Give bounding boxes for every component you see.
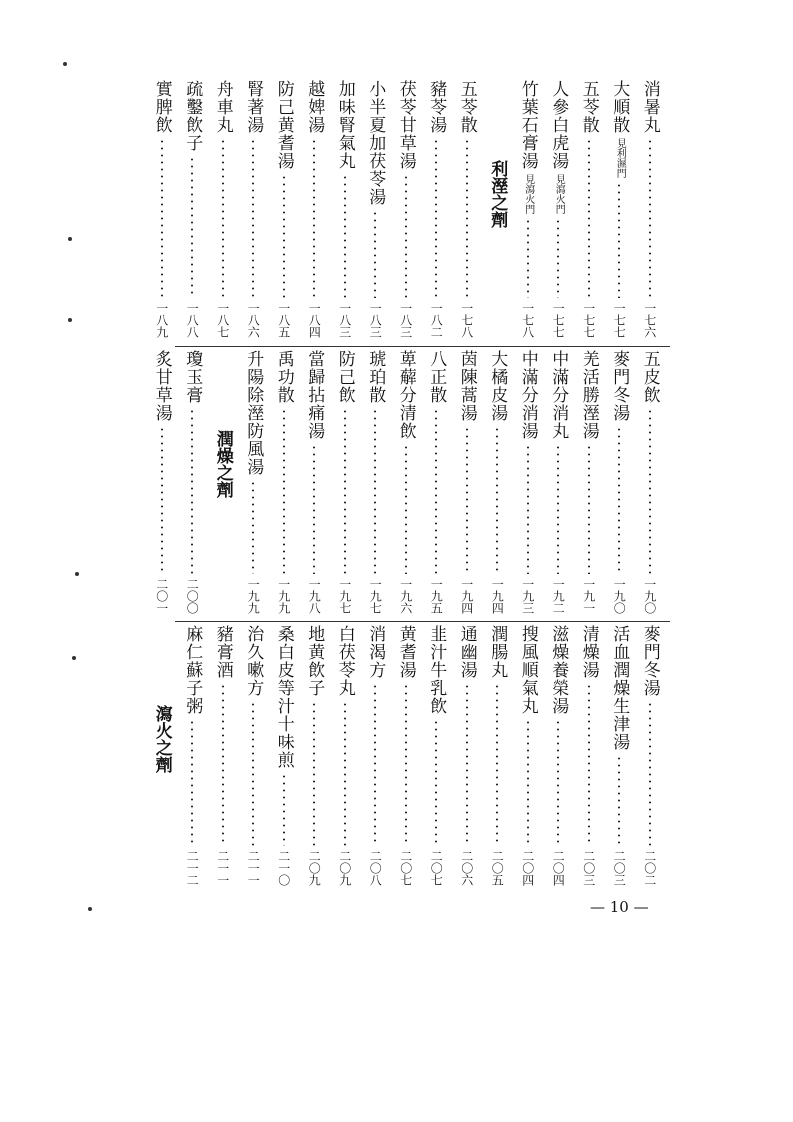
dot-leader [283, 773, 285, 846]
entry-page-number: 一八八 [185, 302, 200, 338]
dot-leader [557, 218, 559, 298]
section-heading [482, 80, 513, 342]
toc-entry [330, 625, 361, 890]
divider-line-1 [175, 346, 670, 347]
entry-title: 五苓散 [456, 80, 477, 134]
dot-leader [222, 683, 224, 846]
scan-mark [72, 656, 76, 660]
dot-leader [344, 701, 346, 846]
toc-entry [635, 80, 666, 342]
toc-entry [177, 350, 208, 618]
entry-title: 越婢湯 [304, 80, 325, 134]
entry-note: 見利濕門 [614, 138, 626, 178]
dot-leader [161, 138, 163, 298]
dot-leader [466, 138, 468, 298]
toc-entry [543, 80, 574, 342]
entry-title: 炙甘草湯 [151, 350, 172, 422]
entry-title: 羌活勝溼湯 [578, 350, 599, 440]
toc-entry [330, 80, 361, 342]
toc-entry [513, 350, 544, 618]
entry-title: 中滿分消湯 [517, 350, 538, 440]
entry-note: 見瀉火門 [553, 174, 565, 214]
toc-entry [574, 350, 605, 618]
toc-entry [513, 80, 544, 342]
dot-leader [496, 683, 498, 846]
entry-title: 茯苓甘草湯 [395, 80, 416, 170]
entry-page-number: 二〇七 [398, 850, 413, 886]
divider-line-2 [175, 621, 670, 622]
toc-entry [635, 350, 666, 618]
entry-title: 人參白虎湯 [548, 80, 569, 170]
dot-leader [649, 138, 651, 298]
toc-entry [360, 80, 391, 342]
dot-leader [161, 426, 163, 574]
entry-page-number: 一八六 [246, 302, 261, 338]
toc-entry [238, 80, 269, 342]
toc-entry [513, 625, 544, 890]
dot-leader [435, 138, 437, 298]
entry-title: 舟車丸 [212, 80, 233, 134]
entry-page-number: 一九二 [551, 578, 566, 614]
entry-page-number: 一九八 [307, 578, 322, 614]
entry-title: 消渴方 [365, 625, 386, 679]
toc-entry [208, 625, 239, 890]
dot-leader [191, 156, 193, 298]
dot-leader [618, 426, 620, 574]
toc-block-2 [147, 350, 666, 618]
entry-page-number: 一七六 [642, 302, 657, 338]
entry-page-number: 二〇四 [551, 850, 566, 886]
scan-mark [88, 907, 92, 911]
entry-page-number: 二〇二 [642, 850, 657, 886]
entry-title: 萆薢分清飲 [395, 350, 416, 440]
entry-page-number: 一九五 [429, 578, 444, 614]
entry-page-number: 一九七 [368, 578, 383, 614]
entry-page-number: 一九七 [337, 578, 352, 614]
entry-page-number: 一八三 [368, 302, 383, 338]
entry-page-number: 一七七 [581, 302, 596, 338]
entry-page-number: 一七七 [551, 302, 566, 338]
toc-entry [421, 80, 452, 342]
toc-entry [391, 350, 422, 618]
dot-leader [313, 138, 315, 298]
entry-title: 潤腸丸 [487, 625, 508, 679]
dot-leader [252, 480, 254, 574]
dot-leader [191, 719, 193, 846]
entry-page-number: 二一二 [185, 850, 200, 886]
entry-page-number: 一九九 [276, 578, 291, 614]
toc-entry [391, 625, 422, 890]
dot-leader [344, 174, 346, 298]
entry-page-number: 二〇九 [307, 850, 322, 886]
dot-leader [618, 755, 620, 846]
toc-entry [604, 625, 635, 890]
toc-entry [147, 350, 178, 618]
scan-mark [75, 572, 79, 576]
toc-entry [238, 350, 269, 618]
toc-entry [177, 80, 208, 342]
entry-title: 麥門冬湯 [639, 625, 660, 697]
section-heading [147, 625, 178, 890]
toc-entry [421, 625, 452, 890]
entry-title: 防己黄耆湯 [273, 80, 294, 170]
dot-leader [191, 408, 193, 574]
toc-entry [269, 625, 300, 890]
dot-leader [466, 426, 468, 574]
entry-title: 白茯苓丸 [334, 625, 355, 697]
dot-leader [374, 408, 376, 574]
section-heading-text: 瀉火之劑 [151, 705, 172, 773]
entry-page-number: 一八二 [429, 302, 444, 338]
entry-title: 治久嗽方 [243, 625, 264, 697]
entry-title: 八正散 [426, 350, 447, 404]
dot-leader [283, 174, 285, 298]
toc-entry [238, 625, 269, 890]
entry-title: 琥珀散 [365, 350, 386, 404]
entry-title: 瓊玉膏 [182, 350, 203, 404]
dot-leader [344, 408, 346, 574]
entry-title: 竹葉石膏湯 [517, 80, 538, 170]
entry-page-number: 一八四 [307, 302, 322, 338]
dot-leader [527, 444, 529, 574]
toc-entry [360, 625, 391, 890]
entry-page-number: 一八七 [215, 302, 230, 338]
toc-block-3 [147, 625, 666, 890]
section-heading [208, 350, 239, 618]
dot-leader [496, 426, 498, 574]
entry-page-number: 二〇六 [459, 850, 474, 886]
entry-page-number: 二〇五 [490, 850, 505, 886]
toc-entry [574, 625, 605, 890]
entry-page-number: 一九一 [581, 578, 596, 614]
dot-leader [557, 444, 559, 574]
entry-title: 大順散 [609, 80, 630, 134]
toc-entry [452, 80, 483, 342]
dot-leader [527, 719, 529, 846]
entry-title: 腎著湯 [243, 80, 264, 134]
dot-leader [466, 683, 468, 846]
entry-title: 清燥湯 [578, 625, 599, 679]
dot-leader [588, 138, 590, 298]
entry-title: 升陽除溼防風湯 [243, 350, 264, 476]
toc-entry [482, 625, 513, 890]
entry-title: 茵陳蒿湯 [456, 350, 477, 422]
dot-leader [283, 408, 285, 574]
toc-entry [269, 350, 300, 618]
entry-page-number: 一八九 [154, 302, 169, 338]
entry-page-number: 一九六 [398, 578, 413, 614]
entry-title: 五皮飲 [639, 350, 660, 404]
toc-entry [452, 350, 483, 618]
entry-page-number: 一八五 [276, 302, 291, 338]
dot-leader [649, 701, 651, 846]
entry-title: 黄耆湯 [395, 625, 416, 679]
entry-page-number: 二一一 [215, 850, 230, 886]
dot-leader [435, 408, 437, 574]
dot-leader [252, 701, 254, 846]
entry-page-number: 二一一 [246, 850, 261, 886]
entry-title: 大橘皮湯 [487, 350, 508, 422]
toc-entry [604, 80, 635, 342]
toc-entry [482, 350, 513, 618]
dot-leader [527, 218, 529, 298]
entry-page-number: 二〇四 [520, 850, 535, 886]
entry-title: 小半夏加茯苓湯 [365, 80, 386, 206]
entry-title: 麥門冬湯 [609, 350, 630, 422]
dot-leader [374, 683, 376, 846]
entry-page-number: 一八三 [337, 302, 352, 338]
page-number: — 10 — [590, 898, 649, 916]
toc-entry [177, 625, 208, 890]
entry-page-number: 一九四 [490, 578, 505, 614]
dot-leader [618, 182, 620, 298]
dot-leader [405, 444, 407, 574]
entry-page-number: 二〇一 [154, 578, 169, 614]
entry-page-number: 二〇〇 [185, 578, 200, 614]
entry-title: 消暑丸 [639, 80, 660, 134]
entry-title: 實脾飲 [151, 80, 172, 134]
entry-page-number: 一七八 [459, 302, 474, 338]
dot-leader [557, 719, 559, 846]
dot-leader [222, 138, 224, 298]
entry-title: 搜風順氣丸 [517, 625, 538, 715]
toc-entry [299, 625, 330, 890]
toc-entry [452, 625, 483, 890]
entry-page-number: 二〇八 [368, 850, 383, 886]
entry-title: 五苓散 [578, 80, 599, 134]
dot-leader [588, 444, 590, 574]
toc-entry [543, 350, 574, 618]
entry-page-number: 一九四 [459, 578, 474, 614]
dot-leader [374, 210, 376, 298]
dot-leader [313, 444, 315, 574]
toc-entry [299, 350, 330, 618]
entry-title: 加味腎氣丸 [334, 80, 355, 170]
toc-entry [269, 80, 300, 342]
toc-entry [299, 80, 330, 342]
entry-title: 防己飲 [334, 350, 355, 404]
scan-mark [68, 318, 72, 322]
dot-leader [405, 174, 407, 298]
entry-title: 韭汁牛乳飲 [426, 625, 447, 715]
entry-page-number: 一七七 [612, 302, 627, 338]
toc-entry [635, 625, 666, 890]
section-heading-text: 潤燥之劑 [212, 430, 233, 498]
entry-title: 禹功散 [273, 350, 294, 404]
dot-leader [405, 683, 407, 846]
entry-page-number: 二〇七 [429, 850, 444, 886]
toc-entry [391, 80, 422, 342]
entry-note: 見瀉火門 [522, 174, 534, 214]
toc-block-1 [147, 80, 666, 342]
entry-title: 滋燥養榮湯 [548, 625, 569, 715]
entry-page-number: 二〇三 [581, 850, 596, 886]
entry-title: 當歸拈痛湯 [304, 350, 325, 440]
scan-mark [63, 62, 67, 66]
entry-title: 豬膏酒 [212, 625, 233, 679]
dot-leader [313, 701, 315, 846]
entry-page-number: 二〇三 [612, 850, 627, 886]
dot-leader [435, 719, 437, 846]
entry-page-number: 二一〇 [276, 850, 291, 886]
toc-entry [421, 350, 452, 618]
entry-title: 豬苓湯 [426, 80, 447, 134]
entry-title: 疏鑿飲子 [182, 80, 203, 152]
entry-title: 活血潤燥生津湯 [609, 625, 630, 751]
entry-page-number: 一九〇 [642, 578, 657, 614]
entry-title: 麻仁蘇子粥 [182, 625, 203, 715]
section-heading-text: 利溼之劑 [487, 160, 508, 228]
entry-page-number: 一七八 [520, 302, 535, 338]
toc-entry [147, 80, 178, 342]
entry-title: 通幽湯 [456, 625, 477, 679]
toc-entry [574, 80, 605, 342]
entry-title: 中滿分消丸 [548, 350, 569, 440]
entry-page-number: 二〇九 [337, 850, 352, 886]
toc-entry [360, 350, 391, 618]
entry-title: 地黄飲子 [304, 625, 325, 697]
toc-entry [208, 80, 239, 342]
entry-page-number: 一九九 [246, 578, 261, 614]
entry-page-number: 一九三 [520, 578, 535, 614]
toc-entry [330, 350, 361, 618]
entry-page-number: 一九〇 [612, 578, 627, 614]
entry-page-number: 一八三 [398, 302, 413, 338]
entry-title: 桑白皮等汁十味煎 [273, 625, 294, 769]
toc-entry [543, 625, 574, 890]
dot-leader [588, 683, 590, 846]
dot-leader [649, 408, 651, 574]
dot-leader [252, 138, 254, 298]
scan-mark [68, 237, 72, 241]
toc-entry [604, 350, 635, 618]
